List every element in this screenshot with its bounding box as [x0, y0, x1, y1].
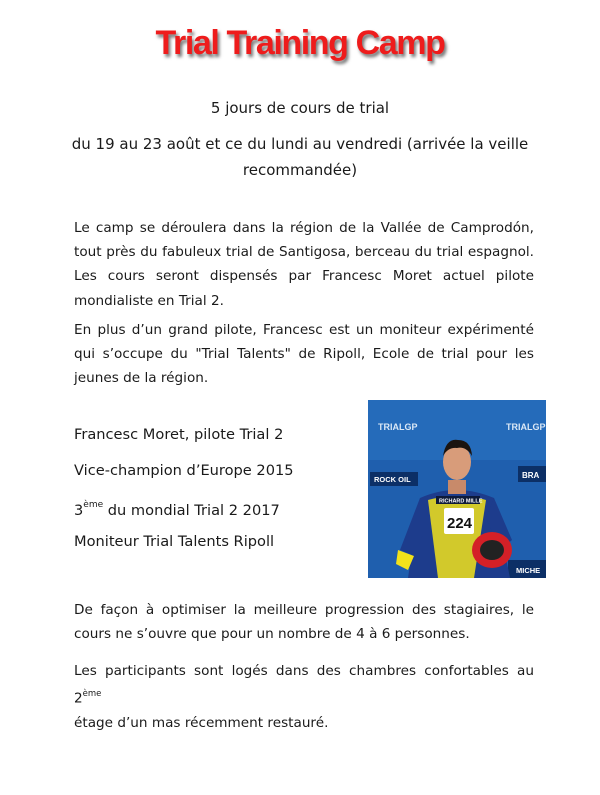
- subtitle-dates-cont: recommandée): [242, 161, 358, 179]
- outro-paragraph-2: Les participants sont logés dans des chambres confortables au 2ème étage d’un mas récemment restauré.: [74, 663, 534, 731]
- fact-vice-champion: Vice-champion d’Europe 2015: [74, 462, 294, 479]
- bib-number: 224: [447, 515, 473, 532]
- outro-paragraph-1: De façon à optimiser la meilleure progression des stagiaires, le cours ne s’ouvre que pour un nombre de 4 à 6 personnes.: [74, 602, 534, 643]
- banner-brand-right: BRA: [522, 471, 540, 480]
- intro-paragraph-1: Le camp se déroulera dans la région de la Vallée de Camprodón, tout près du fabuleux trial de Santigosa, berceau du trial espagnol. Les cours seront dispensés par Francesc Moret actuel pilote mondialiste en Trial 2.: [74, 220, 534, 309]
- sponsor-bottom: MICHE: [516, 566, 541, 575]
- fact-world-rank: 3ème du mondial Trial 2 2017: [74, 500, 280, 519]
- fact-pilot: Francesc Moret, pilote Trial 2: [74, 426, 284, 443]
- rider-photo: [368, 400, 546, 578]
- banner-brand-left: ROCK OIL: [374, 475, 411, 484]
- subtitle-dates: du 19 au 23 août et ce du lundi au vendredi (arrivée la veille: [71, 135, 529, 153]
- jersey-sponsor: RICHARD MILLE: [439, 498, 483, 505]
- page-title: Trial Training Camp: [155, 24, 445, 62]
- banner-text-right: TRIALGP: [506, 422, 546, 432]
- subtitle-duration: 5 jours de cours de trial: [210, 99, 390, 117]
- fact-instructor: Moniteur Trial Talents Ripoll: [74, 533, 275, 550]
- banner-text-left: TRIALGP: [378, 422, 418, 432]
- intro-paragraph-2: En plus d’un grand pilote, Francesc est un moniteur expérimenté qui s’occupe du "Trial Talents" de Ripoll, Ecole de trial pour les jeunes de la région.: [74, 322, 534, 387]
